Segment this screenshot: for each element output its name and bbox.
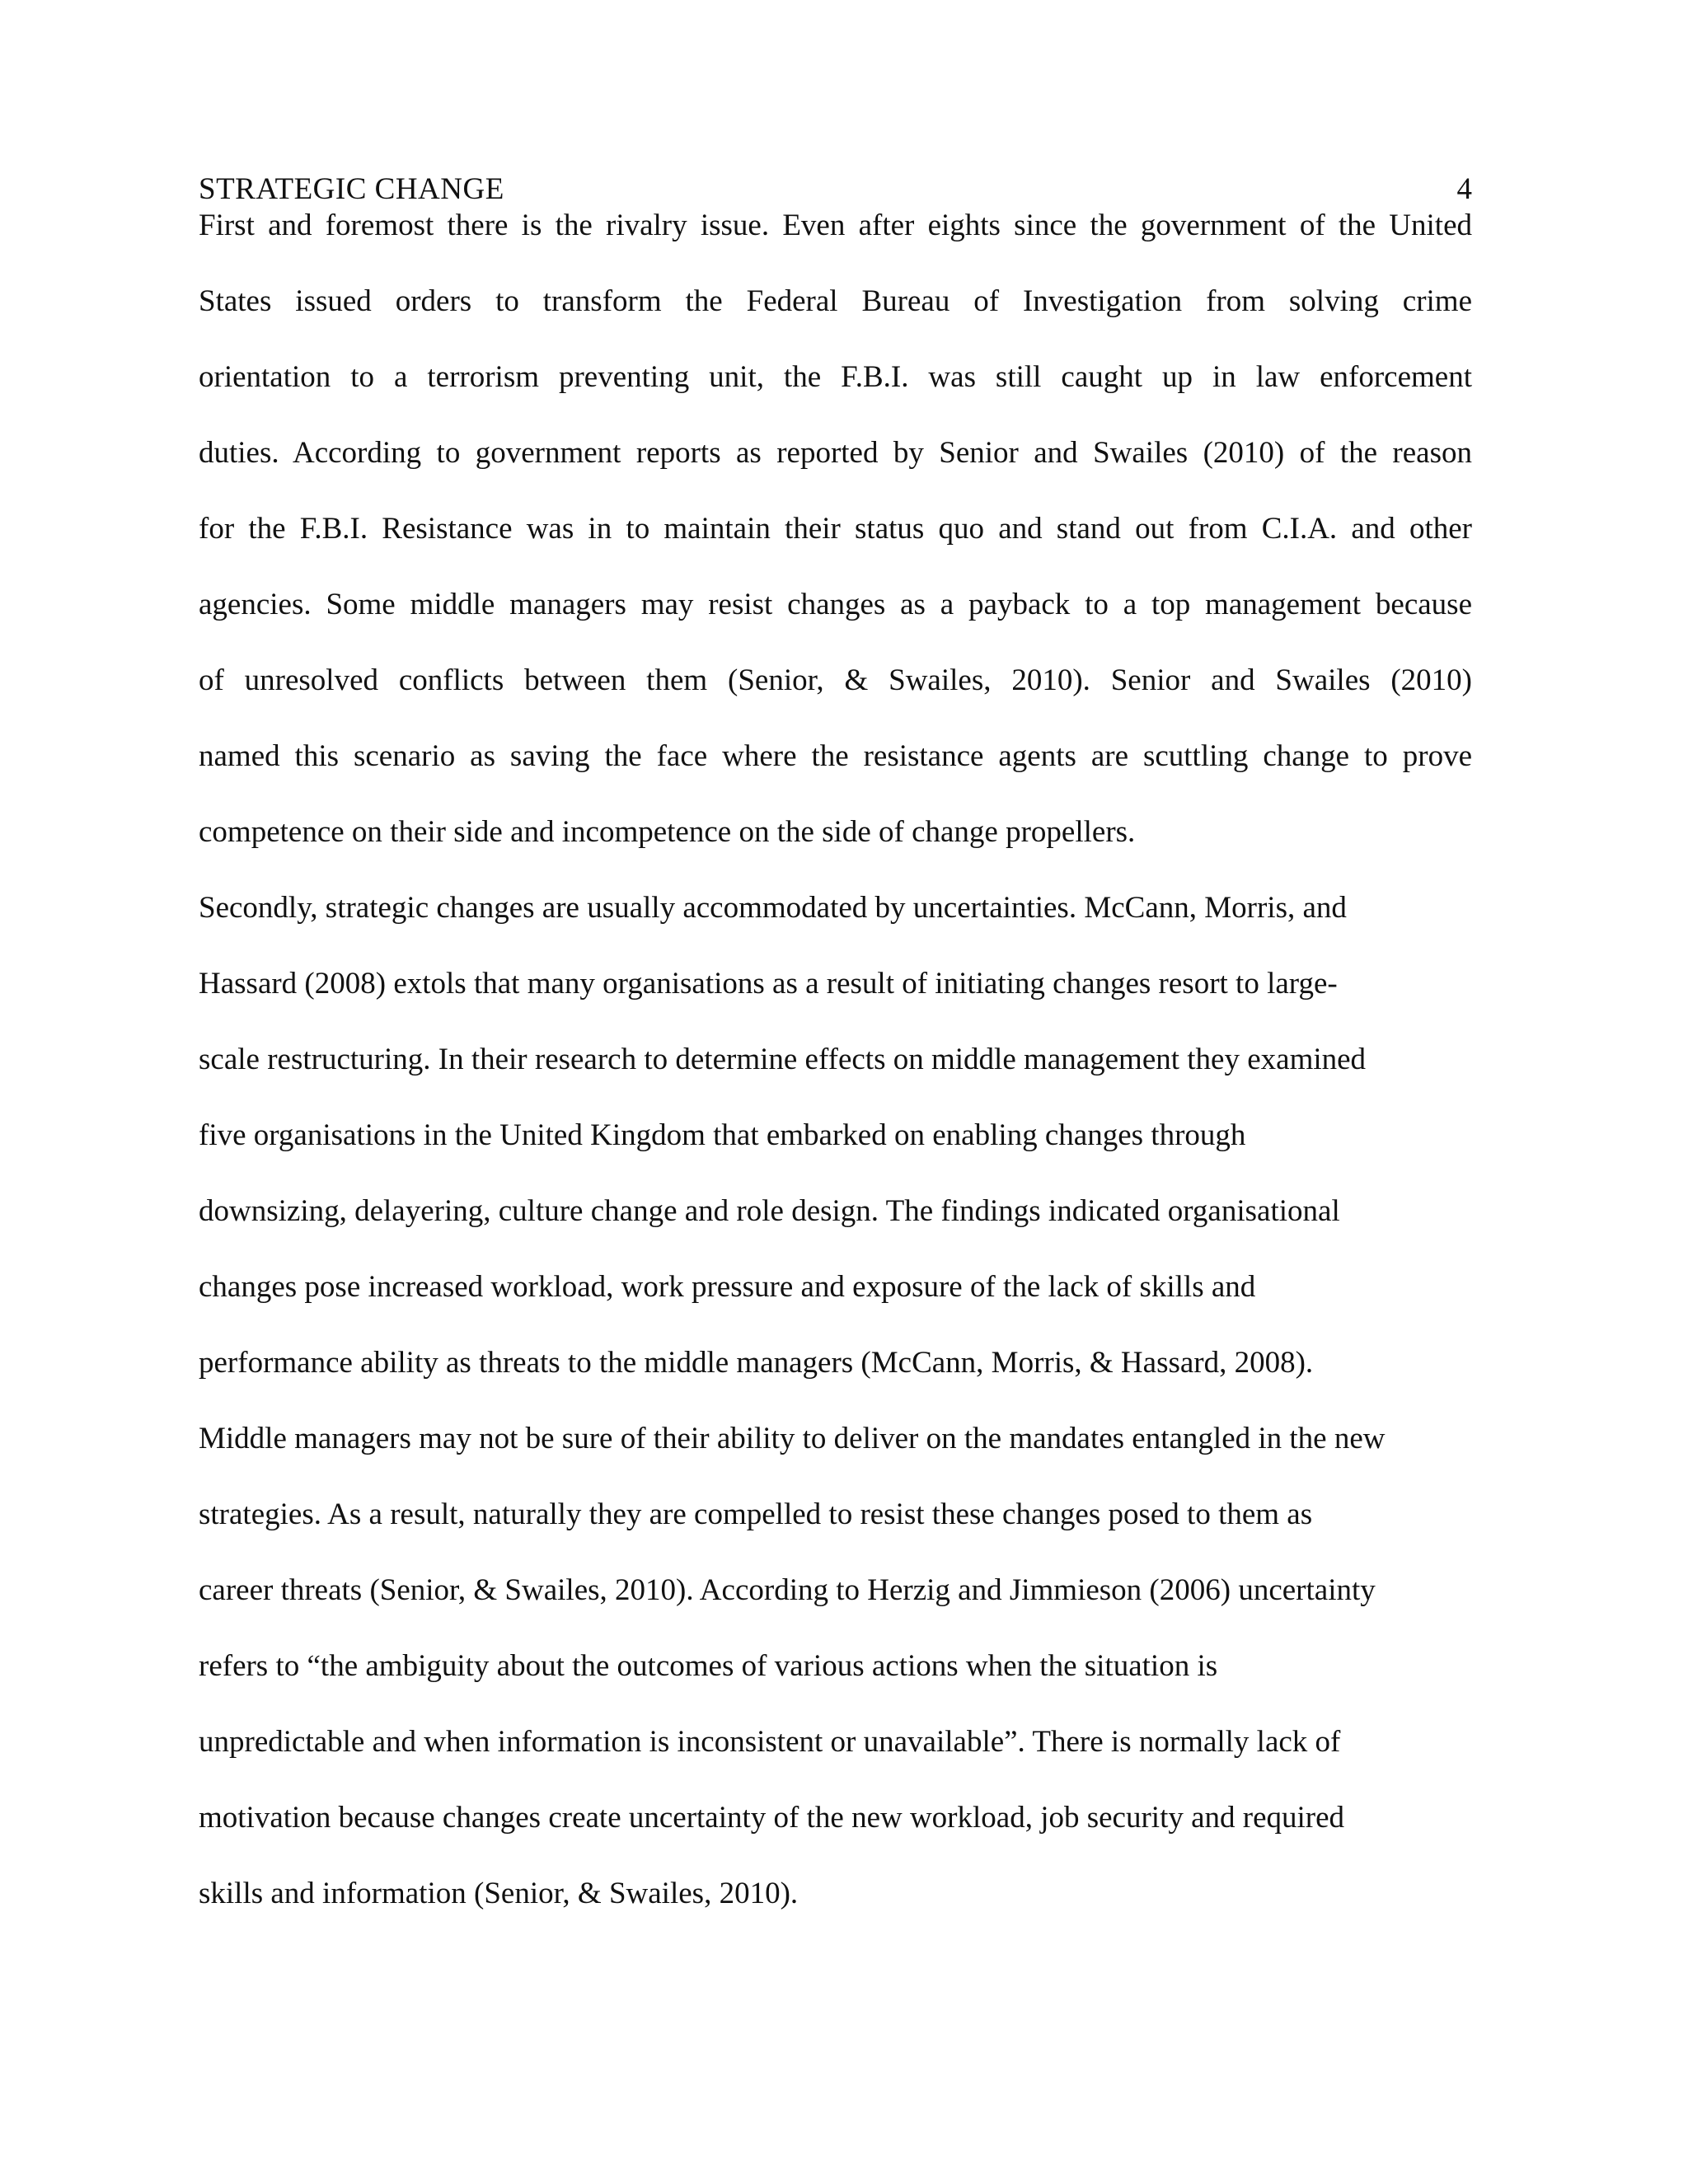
text-line: five organisations in the United Kingdom that embarked on enabling changes through [199,1118,1246,1152]
page-number: 4 [1456,172,1472,206]
text-line: Secondly, strategic changes are usually accommodated by uncertainties. McCann, Morris, and [199,891,1347,925]
text-line: agencies. Some middle managers may resist changes as a payback to a top management because [199,588,1472,621]
running-head [199,170,1472,209]
text-line: unpredictable and when information is inconsistent or unavailable”. There is normally lack of [199,1725,1341,1759]
text-line: of unresolved conflicts between them (Senior, & Swailes, 2010). Senior and Swailes (2010) [199,663,1472,697]
text-line: skills and information (Senior, & Swailes, 2010). [199,1877,799,1910]
text-line: performance ability as threats to the middle managers (McCann, Morris, & Hassard, 2008). [199,1346,1314,1380]
text-line: motivation because changes create uncertainty of the new workload, job security and required [199,1801,1345,1835]
text-line: First and foremost there is the rivalry issue. Even after eights since the government of the United [199,209,1472,242]
text-line: downsizing, delayering, culture change and role design. The findings indicated organisational [199,1194,1340,1228]
text-line: scale restructuring. In their research to determine effects on middle management they examined [199,1043,1367,1076]
text-line: named this scenario as saving the face where the resistance agents are scuttling change to prove [199,739,1472,773]
text-line: Middle managers may not be sure of their ability to deliver on the mandates entangled in the new [199,1422,1386,1455]
text-line: orientation to a terrorism preventing unit, the F.B.I. was still caught up in law enforcement [199,360,1472,394]
text-line: Hassard (2008) extols that many organisations as a result of initiating changes resort to large- [199,967,1338,1001]
text-line: States issued orders to transform the Federal Bureau of Investigation from solving crime [199,284,1472,318]
body-text [199,206,1472,1950]
text-line: refers to “the ambiguity about the outcomes of various actions when the situation is [199,1649,1218,1683]
text-line: duties. According to government reports as reported by Senior and Swailes (2010) of the reason [199,436,1472,470]
text-line: changes pose increased workload, work pressure and exposure of the lack of skills and [199,1270,1256,1304]
text-line: career threats (Senior, & Swailes, 2010). According to Herzig and Jimmieson (2006) uncertainty [199,1573,1376,1607]
running-head-title: STRATEGIC CHANGE [199,172,504,206]
text-line: competence on their side and incompetence on the side of change propellers. [199,815,1136,849]
text-line: strategies. As a result, naturally they are compelled to resist these changes posed to them as [199,1497,1313,1531]
text-line: for the F.B.I. Resistance was in to maintain their status quo and stand out from C.I.A. and other [199,512,1472,546]
